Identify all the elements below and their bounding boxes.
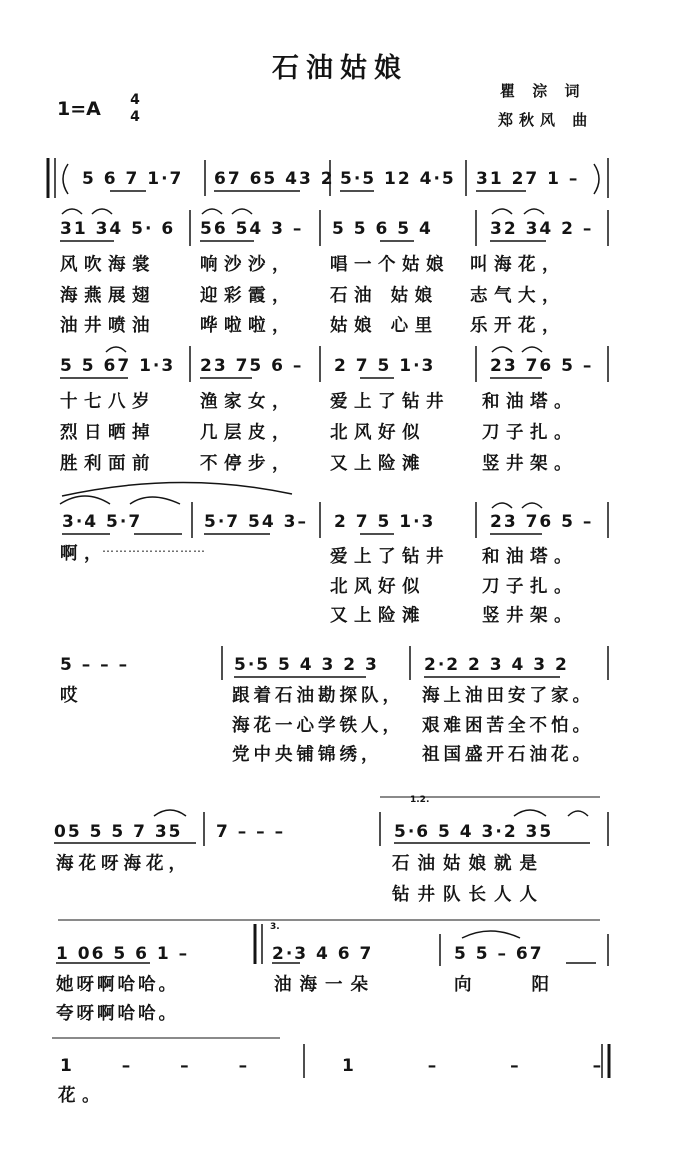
s3-verse2-a: 烈日晒掉 bbox=[60, 423, 156, 443]
s7-lyric-a: 她呀啊哈哈。 bbox=[56, 975, 179, 995]
s2-measure-1: 31 34 5· 6 bbox=[60, 219, 176, 239]
s2-verse2-d: 志气大， bbox=[470, 286, 566, 306]
s5-verse3-a: 党中央铺锦绣， bbox=[232, 745, 383, 765]
s2-verse3-b: 哗啦啦， bbox=[200, 316, 296, 336]
s3-measure-1: 5 5 67 1·3 bbox=[60, 356, 176, 376]
key-signature: 1=A bbox=[57, 98, 101, 120]
s2-verse1-b: 响沙沙， bbox=[200, 255, 296, 275]
s1-measure-4: 31 27 1 – bbox=[476, 169, 580, 189]
s4-measure-3: 2 7 5 1·3 bbox=[334, 512, 436, 532]
s1-measure-1: 5 6 7 1·7 bbox=[82, 169, 184, 189]
s8-lyric: 花。 bbox=[58, 1086, 106, 1106]
s7-lyric-2: 夸呀啊哈哈。 bbox=[56, 1004, 179, 1024]
s4-verse3-a: 又上险滩 bbox=[330, 606, 426, 626]
time-signature-bottom: 4 bbox=[130, 109, 140, 125]
s8-measure-2: 1 – – – bbox=[342, 1056, 636, 1076]
s6-verse2: 钻井队长人人 bbox=[392, 885, 545, 905]
s2-verse2-c: 石油 姑娘 bbox=[330, 286, 439, 306]
s5-verse1-b: 海上油田安了家。 bbox=[422, 686, 594, 706]
s7-measure-3: 5 5 – 67 bbox=[454, 944, 544, 964]
s2-verse3-c: 姑娘 心里 bbox=[330, 316, 439, 336]
s3-measure-3: 2 7 5 1·3 bbox=[334, 356, 436, 376]
s5-measure-1: 5 – – – bbox=[60, 655, 130, 675]
s2-measure-2: 56 54 3 – bbox=[200, 219, 304, 239]
s5-verse2-a: 海花一心学铁人， bbox=[232, 716, 404, 736]
volta-1-2-label: 1.2. bbox=[410, 795, 430, 805]
s2-verse2-a: 海燕展翅 bbox=[60, 286, 156, 306]
s2-verse1-c: 唱一个姑娘 bbox=[330, 255, 450, 275]
s3-verse2-d: 刀子扎。 bbox=[482, 423, 578, 443]
s3-verse2-c: 北风好似 bbox=[330, 423, 426, 443]
s1-measure-2: 67 65 43 2 bbox=[214, 169, 335, 189]
s3-verse1-d: 和油塔。 bbox=[482, 392, 578, 412]
s6-verse1: 石油姑娘就是 bbox=[392, 854, 545, 874]
s2-measure-3: 5 5 6 5 4 bbox=[332, 219, 433, 239]
s5-verse2-b: 艰难困苦全不怕。 bbox=[422, 716, 594, 736]
s3-verse3-c: 又上险滩 bbox=[330, 454, 426, 474]
s5-verse1-a: 跟着石油勘探队， bbox=[232, 686, 404, 706]
time-signature-top: 4 bbox=[130, 92, 140, 108]
s1-measure-3: 5·5 12 4·5 bbox=[340, 169, 456, 189]
s3-verse1-a: 十七八岁 bbox=[60, 392, 156, 412]
s2-verse2-b: 迎彩霞， bbox=[200, 286, 296, 306]
s4-dotted-leader: …………………… bbox=[102, 541, 206, 555]
s4-verse2-b: 刀子扎。 bbox=[482, 577, 578, 597]
s6-measure-3: 5·6 5 4 3·2 35 bbox=[394, 822, 554, 842]
s4-verse1-b: 和油塔。 bbox=[482, 547, 578, 567]
s7-lyric-c: 向阳 bbox=[454, 975, 609, 995]
s5-measure-2: 5·5 5 4 3 2 3 bbox=[234, 655, 379, 675]
s3-verse1-c: 爱上了钻井 bbox=[330, 392, 450, 412]
s5-verse3-b: 祖国盛开石油花。 bbox=[422, 745, 594, 765]
s3-measure-2: 23 75 6 – bbox=[200, 356, 304, 376]
s2-verse3-d: 乐开花， bbox=[470, 316, 566, 336]
s5-interjection: 哎 bbox=[60, 686, 84, 706]
s5-measure-3: 2·2 2 3 4 3 2 bbox=[424, 655, 569, 675]
s7-measure-2: 2·3 4 6 7 bbox=[272, 944, 374, 964]
s2-verse1-d: 叫海花， bbox=[470, 255, 566, 275]
s4-verse1-a: 爱上了钻井 bbox=[330, 547, 450, 567]
lyricist-credit: 瞿 淙 词 bbox=[500, 82, 586, 100]
s8-measure-1: 1 – – – bbox=[60, 1056, 270, 1076]
s6-measure-1: 05 5 5 7 35 bbox=[54, 822, 183, 842]
s3-verse3-d: 竖井架。 bbox=[482, 454, 578, 474]
s4-measure-2: 5·7 54 3– bbox=[204, 512, 308, 532]
s3-measure-4: 23 76 5 – bbox=[490, 356, 594, 376]
s4-measure-4: 23 76 5 – bbox=[490, 512, 594, 532]
s2-verse1-a: 风吹海裳 bbox=[60, 255, 156, 275]
s4-verse3-b: 竖井架。 bbox=[482, 606, 578, 626]
s7-lyric-b: 油海一朵 bbox=[274, 975, 376, 995]
s6-lyric-left: 海花呀海花， bbox=[56, 854, 191, 874]
s3-verse1-b: 渔家女， bbox=[200, 392, 296, 412]
s3-verse3-b: 不停步， bbox=[200, 454, 296, 474]
s7-measure-1: 1 06 5 6 1 – bbox=[56, 944, 190, 964]
volta-3-label: 3. bbox=[270, 922, 280, 932]
s4-verse2-a: 北风好似 bbox=[330, 577, 426, 597]
composer-credit: 郑秋风 曲 bbox=[498, 111, 594, 129]
song-title: 石油姑娘 bbox=[272, 53, 408, 84]
s4-measure-1: 3·4 5·7 bbox=[62, 512, 143, 532]
s3-verse3-a: 胜利面前 bbox=[60, 454, 156, 474]
s6-measure-2: 7 – – – bbox=[216, 822, 286, 842]
s4-interjection: 啊， bbox=[60, 544, 108, 564]
s3-verse2-b: 几层皮， bbox=[200, 423, 296, 443]
s2-measure-4: 32 34 2 – bbox=[490, 219, 594, 239]
s2-verse3-a: 油井喷油 bbox=[60, 316, 156, 336]
